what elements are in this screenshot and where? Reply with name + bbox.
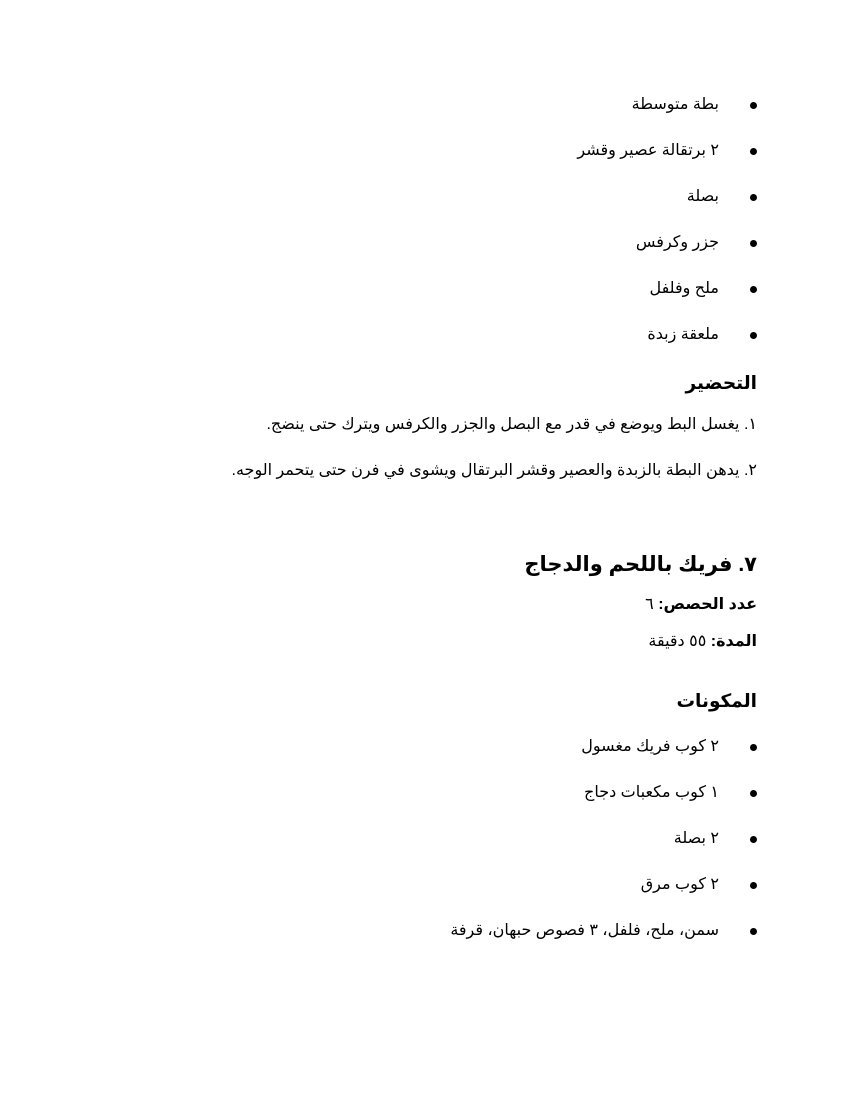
- step-item: ٢. يدهن البطة بالزبدة والعصير وقشر البرتقال ويشوى في فرن حتى يتحمر الوجه.: [231, 462, 757, 479]
- list-item: [77, 783, 757, 803]
- bullet-icon: [750, 744, 757, 751]
- duration-value: ٥٥ دقيقة: [648, 633, 707, 650]
- list-item: [77, 279, 757, 299]
- preparation-heading: التحضير: [685, 372, 757, 393]
- list-item-text: ٢ كوب مرق: [640, 876, 719, 893]
- list-item-text: جزر وكرفس: [635, 234, 719, 251]
- bullet-icon: [750, 332, 757, 339]
- ingredients-list-freekeh: [77, 737, 757, 941]
- bullet-icon: [750, 286, 757, 293]
- duration-label: المدة:: [710, 633, 757, 650]
- bullet-icon: [750, 928, 757, 935]
- list-item: [77, 737, 757, 757]
- list-item: [77, 325, 757, 345]
- list-item: [77, 187, 757, 207]
- bullet-icon: [750, 836, 757, 843]
- bullet-icon: [750, 882, 757, 889]
- bullet-icon: [750, 148, 757, 155]
- bullet-icon: [750, 790, 757, 797]
- list-item: [77, 875, 757, 895]
- bullet-icon: [750, 102, 757, 109]
- bullet-icon: [750, 240, 757, 247]
- list-item-text: بطة متوسطة: [631, 96, 719, 113]
- list-item: [77, 921, 757, 941]
- list-item-text: بصلة: [686, 188, 719, 205]
- list-item: [77, 95, 757, 115]
- list-item-text: ملعقة زبدة: [647, 326, 719, 343]
- step-item: ١. يغسل البط ويوضع في قدر مع البصل والجزر والكرفس ويترك حتى ينضج.: [266, 416, 757, 433]
- servings-label: عدد الحصص:: [658, 596, 757, 613]
- list-item-text: ٢ بصلة: [673, 830, 719, 847]
- ingredients-heading: المكونات: [676, 690, 757, 711]
- servings-line: [77, 595, 757, 615]
- list-item: [77, 141, 757, 161]
- list-item-text: ١ كوب مكعبات دجاج: [584, 784, 719, 801]
- list-item-text: ٢ برتقالة عصير وقشر: [577, 142, 719, 159]
- servings-value: ٦: [645, 596, 654, 613]
- list-item: [77, 233, 757, 253]
- ingredients-list-duck: [77, 95, 757, 345]
- page-content: [77, 86, 757, 967]
- duration-line: [77, 632, 757, 652]
- list-item-text: سمن، ملح، فلفل، ٣ فصوص حبهان، قرفة: [450, 922, 719, 939]
- list-item-text: ملح وفلفل: [649, 280, 719, 297]
- preparation-steps: [77, 415, 757, 481]
- bullet-icon: [750, 194, 757, 201]
- recipe-title: ٧. فريك باللحم والدجاج: [524, 553, 757, 576]
- list-item: [77, 829, 757, 849]
- list-item-text: ٢ كوب فريك مغسول: [581, 738, 719, 755]
